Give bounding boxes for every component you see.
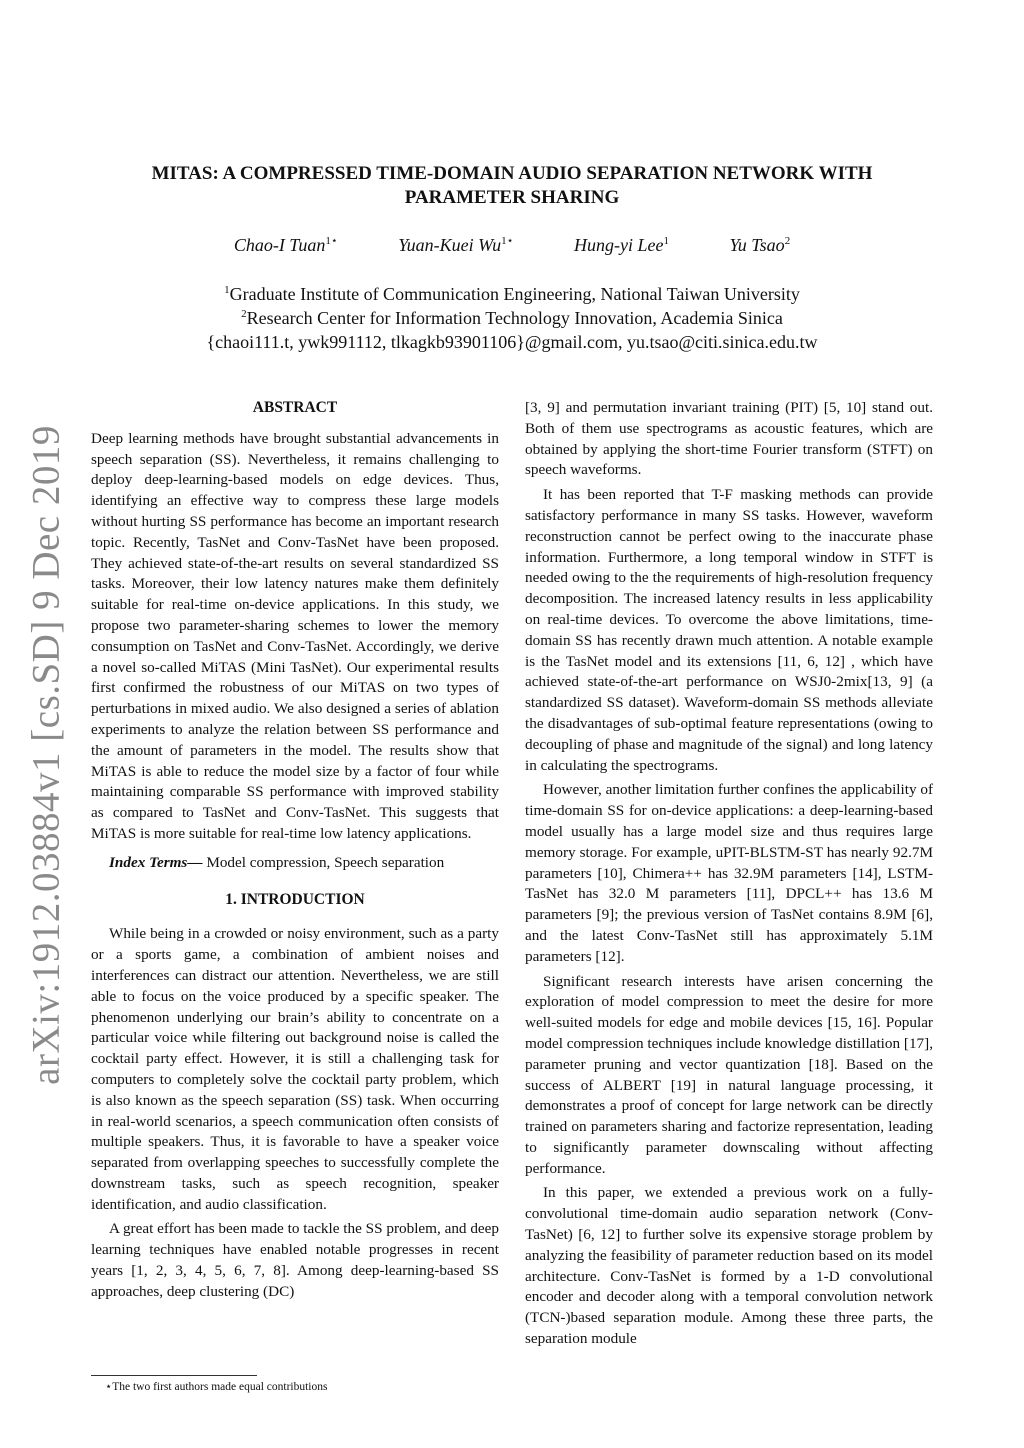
author-list	[100, 234, 924, 256]
affiliation-1: $^1$Graduate Institute of Communication Engineering, National Taiwan University	[224, 284, 800, 304]
title-line-1: MITAS: A COMPRESSED TIME-DOMAIN AUDIO SEPARATION NETWORK WITH	[151, 163, 873, 184]
paper-title	[100, 162, 924, 210]
footnote-divider	[91, 1375, 257, 1376]
introduction-heading: 1. INTRODUCTION	[225, 890, 365, 908]
intro-paragraph-2: A great effort has been made to tackle the SS problem, and deep learning techniques have enabled notable progresses in recent years [1, 2, 3, 4, 5, 6, 7, 8]. Among deep-learning-based SS approaches, deep clustering (DC)	[91, 1220, 499, 1300]
right-paragraph-3: However, another limitation further confines the applicability of time-domain SS for on-device applications: a deep-learning-based model usually has a large model size and thus requires large memory storage. For example, uPIT-BLSTM-ST has nearly 92.7M parameters [10], Chimera++ has 32.9M parameters [14], LSTM-TasNet has 32.0 M parameters [11], DPCL++ has 13.6 M parameters [9]; the previous version of TasNet contains 8.9M [6], and the latest Conv-TasNet still has approximately 5.1M parameters [12].	[525, 781, 933, 965]
arxiv-id-text: arXiv:1912.03884v1 [cs.SD] 9 Dec 2019	[24, 425, 68, 1085]
right-paragraph-5: In this paper, we extended a previous work on a fully-convolutional time-domain audio separation network (Conv-TasNet) [6, 12] to further solve its expensive storage problem by analyzing the feasibility of parameter reduction based on its model architecture. Conv-TasNet is formed by a 1-D convolutional encoder and decoder along with a temporal convolution network (TCN-)based separation module. Among these three parts, the separation module	[525, 1184, 933, 1348]
right-column	[525, 398, 933, 1350]
right-paragraph-2: It has been reported that T-F masking methods can provide satisfactory performance in many SS tasks. However, waveform reconstruction cannot be perfect owing to the inaccurate phase information. Furthermore, a long temporal window in STFT is needed owing to the the requirements of high-resolution frequency decomposition. The increased latency results in less applicability on real-time devices. To overcome the above limitations, time-domain SS has recently drawn much attention. A notable example is the TasNet model and its extensions [11, 6, 12] , which have achieved state-of-the-art performance on WSJ0-2mix[13, 9] (a standardized SS dataset). Waveform-domain SS methods alleviate the disadvantages of sub-optimal feature representations (owing to decoupling of phase and magnitude of the signal) and long latency in calculating the spectrograms.	[525, 486, 933, 774]
footnote: ⋆The two first authors made equal contributions	[105, 1381, 328, 1393]
author-emails: {chaoi111.t, ywk991112, tlkagkb93901106}@gmail.com, yu.tsao@citi.sinica.edu.tw	[206, 332, 818, 352]
title-line-2: PARAMETER SHARING	[404, 187, 620, 208]
affiliation-2: $^2$Research Center for Information Technology Innovation, Academia Sinica	[241, 308, 783, 328]
author: Yu Tsao$^2$	[729, 235, 791, 255]
abstract-heading: ABSTRACT	[252, 399, 338, 416]
abstract-text: Deep learning methods have brought substantial advancements in speech separation (SS). Nevertheless, it remains challenging to deploy deep-learning-based models on edge devices. Thus, identifying an effective way to compress these large models without hurting SS performance has become an important research topic. Recently, TasNet and Conv-TasNet have been proposed. They achieved state-of-the-art results on several standardized SS tasks. Moreover, their low latency natures make them definitely suitable for real-time on-device applications. In this study, we propose two parameter-sharing schemes to lower the memory consumption on TasNet and Conv-TasNet. Accordingly, we derive a novel so-called MiTAS (Mini TasNet). Our experimental results first confirmed the robustness of our MiTAS on two types of perturbations in mixed audio. We also designed a series of ablation experiments to analyze the relation between SS performance and the amount of parameters in the model. The results show that MiTAS is able to reduce the model size by a factor of four while maintaining comparable SS performance with improved stability as compared to TasNet and Conv-TasNet. This suggests that MiTAS is more suitable for real-time low latency applications.	[91, 429, 499, 842]
author: Hung-yi Lee$^1$	[573, 235, 669, 255]
index-terms-value: Model compression, Speech separation	[202, 853, 445, 871]
author: Chao-I Tuan$^{1⋆}$	[233, 235, 338, 255]
index-terms-label: Index Terms—	[109, 853, 203, 871]
right-paragraph-4: Significant research interests have arisen concerning the exploration of model compression to meet the desire for more well-suited models for edge and mobile devices [15, 16]. Popular model compression techniques include knowledge distillation [17], parameter pruning and vector quantization [18]. Based on the success of ALBERT [19] in natural language processing, it demonstrates a proof of concept for large network can be directly trained on parameters sharing and factorize representation, leading to significantly parameter downscaling without affecting performance.	[525, 972, 933, 1177]
author: Yuan-Kuei $Wu^{1⋆}$	[398, 235, 514, 255]
left-column	[91, 398, 499, 1303]
intro-paragraph-1: While being in a crowded or noisy environment, such as a party or a sports game, a combination of ambient noises and interferences can distract our attention. Nevertheless, we are still able to focus on the voice produced by a specific speaker. The phenomenon underlying our brain’s ability to concentrate on a particular voice while filtering out background noise is called the cocktail party effect. However, it is still a challenging task for computers to completely solve the cocktail party problem, which is also known as the speech separation (SS) task. When occurring in real-world scenarios, a speech communication often consists of multiple speakers. Thus, it is favorable to have a speaker voice separated from overlapping speeches to successfully complete the downstream tasks, such as speech recognition, speaker identification, and audio classification.	[91, 925, 499, 1213]
index-terms	[91, 853, 499, 874]
right-paragraph-1: [3, 9] and permutation invariant training (PIT) [5, 10] stand out. Both of them use spectrograms as acoustic features, which are obtained by applying the short-time Fourier transform (STFT) on speech waveforms.	[525, 399, 933, 479]
arxiv-identifier-stamp	[22, 425, 70, 1085]
